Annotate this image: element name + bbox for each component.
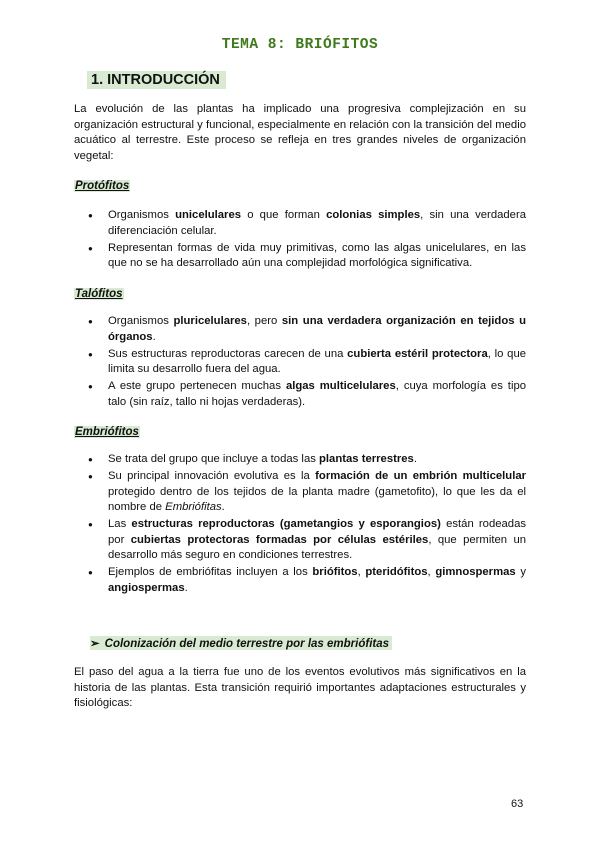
protofitos-list (74, 208, 526, 273)
list-item: ● Organismos pluricelulares, pero sin una verdadera organización en tejidos u órganos. (74, 314, 526, 345)
document-title: TEMA 8: BRIÓFITOS (221, 37, 379, 53)
intro-paragraph: La evolución de las plantas ha implicado una progresiva complejización en su organización estructural y funcional, especialmente en relación con la transición del medio acuático al terrestre. Este proceso se refleja en tres grandes niveles de organización vegetal: (74, 103, 526, 162)
colonizacion-paragraph: El paso del agua a la tierra fue uno de los eventos evolutivos más significativos en la historia de las plantas. Esta transición requirió importantes adaptaciones estructurales y fisiológicas: (74, 666, 526, 709)
protofitos-heading: Protófitos (75, 180, 130, 192)
list-item: ● A este grupo pertenecen muchas algas multicelulares, cuya morfología es tipo talo (sin raíz, tallo ni hojas verdaderas). (74, 379, 526, 410)
list-item: ● Sus estructuras reproductoras carecen de una cubierta estéril protectora, lo que limita su desarrollo fuera del agua. (74, 347, 526, 378)
list-item: ● Se trata del grupo que incluye a todas las plantas terrestres. (74, 452, 526, 468)
list-item: ● Representan formas de vida muy primitivas, como las algas unicelulares, en las que no se ha desarrollado aún una complejidad morfológica significativa. (74, 241, 526, 272)
page-number: 63 (511, 798, 524, 810)
talofitos-list (74, 314, 526, 412)
list-item: ● Ejemplos de embriófitas incluyen a los briófitos, pteridófitos, gimnospermas y angiospermas. (74, 565, 526, 596)
embriofitos-heading: Embriófitos (75, 426, 139, 438)
subsection-heading-colonizacion (90, 636, 392, 650)
list-item: ● Las estructuras reproductoras (gametangios y esporangios) están rodeadas por cubiertas protectoras formadas por células estériles, que permiten un desarrollo más seguro en condiciones terrestres. (74, 517, 526, 564)
section-heading-introduccion: 1. INTRODUCCIÓN (87, 71, 226, 89)
embriofitos-list (74, 452, 526, 598)
list-item: ● Organismos unicelulares o que forman colonias simples, sin una verdadera diferenciación celular. (74, 208, 526, 239)
arrow-icon: ➢ (90, 638, 100, 650)
talofitos-heading: Talófitos (75, 288, 123, 300)
list-item: ● Su principal innovación evolutiva es la formación de un embrión multicelular protegido dentro de los tejidos de la planta madre (gametofito), lo que les da el nombre de Embriófitas. (74, 469, 526, 516)
subsection-heading-text: Colonización del medio terrestre por las embriófitas (104, 638, 390, 650)
